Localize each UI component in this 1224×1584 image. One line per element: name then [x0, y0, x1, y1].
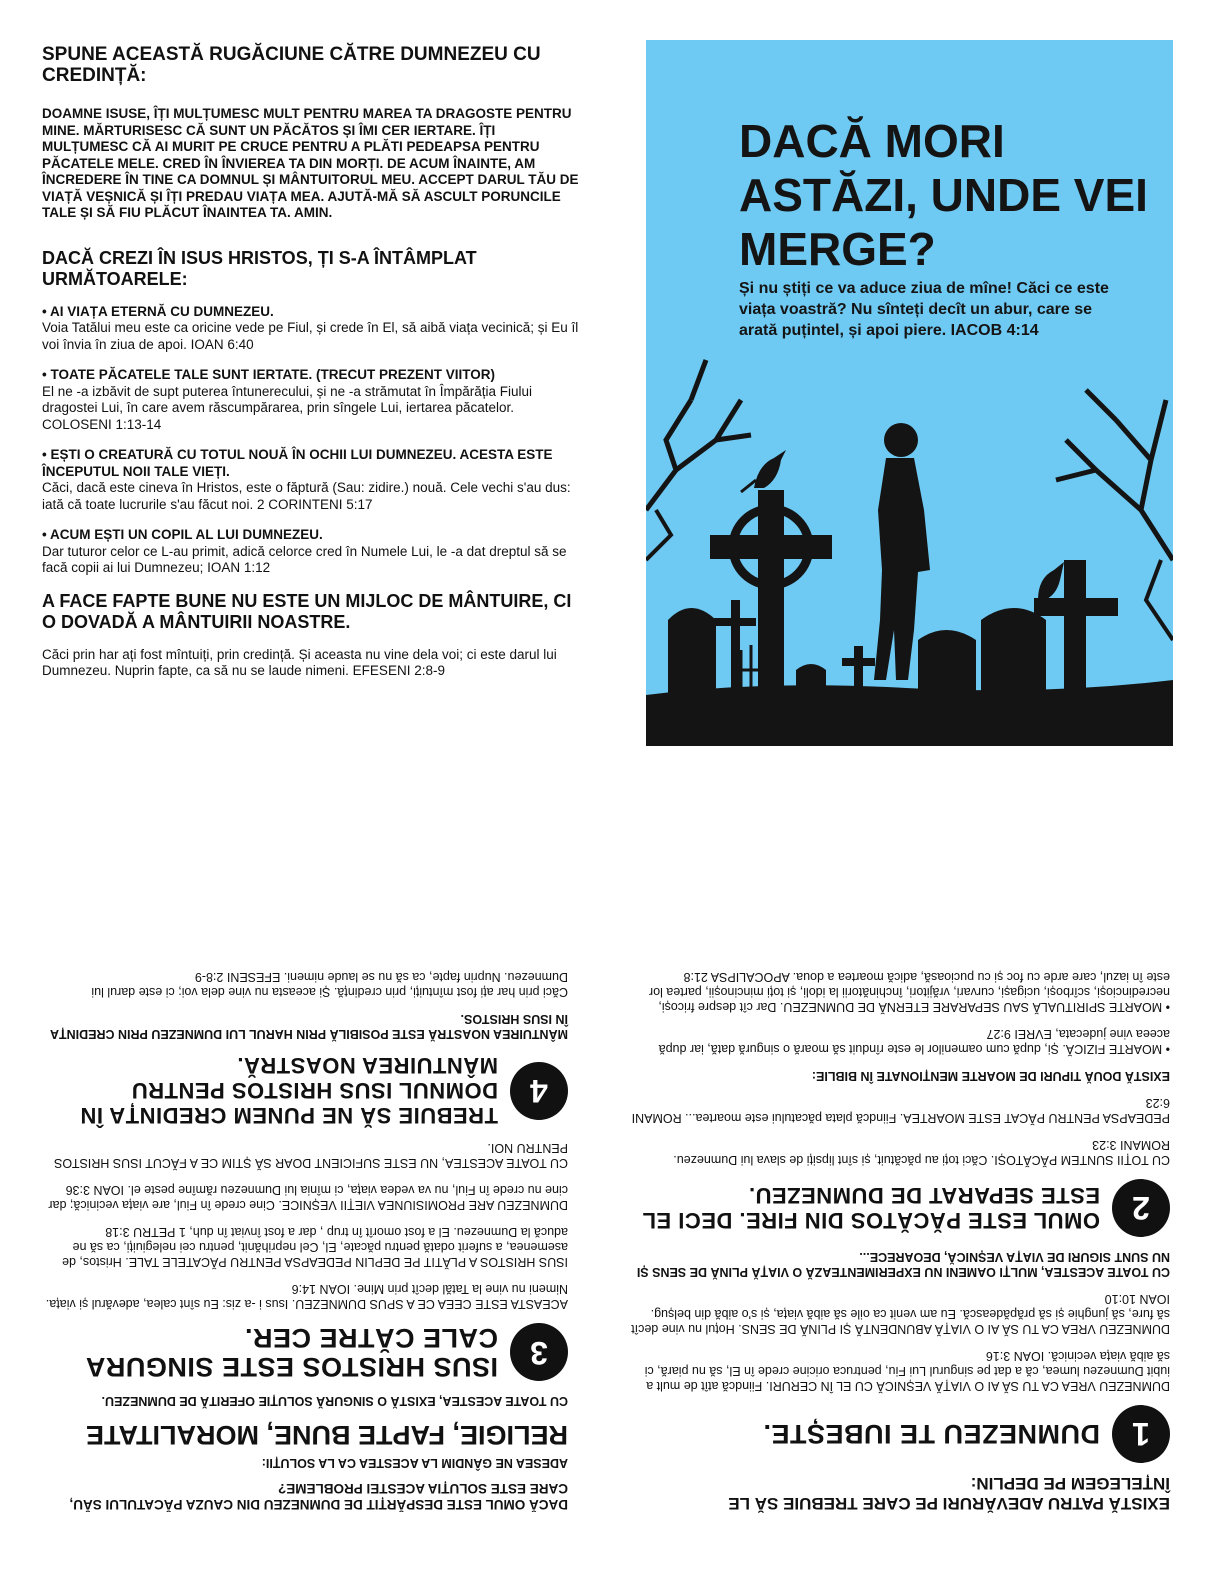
- step-2-text: CU TOȚII SUNTEM PĂCĂTOȘI. Căci toți au păcătuit, și sînt lipsiți de slava lui Dumnezeu. ROMANI 3:23: [673, 1138, 1170, 1167]
- step-number-badge: 4: [510, 1062, 568, 1120]
- step-4-verse: Căci prin har ați fost mîntuiți, prin credință. Și aceasta nu vine dela voi; ci este darul lui Dumnezeu. Nuprin fapte, ca să nu se laude nimeni. EFESENI 2:8-9: [91, 970, 568, 1000]
- step-number-badge: 2: [1112, 1179, 1170, 1237]
- step-2-text: • MOARTE SPIRITUALĂ SAU SEPARARE ETERNĂ DE DUMNEZEU. Dar cît despre fricoși, necredincioși, scîrboși, ucigași, curvari, vrăjitori, închinătorii la idoli, și toți mincinoșii, partea lor este în iazul, care arde cu foc și cu pucioasă, adică moartea a doua. APOCALIPSA 21:8: [648, 970, 1170, 1014]
- step-3-heading: [40, 1324, 568, 1382]
- step-number-badge: 3: [510, 1324, 568, 1382]
- step-number-badge: 1: [1112, 1405, 1170, 1463]
- benefit-item: [42, 447, 582, 513]
- step-2-text: • MOARTE FIZICĂ. Și, după cum oamenilor le este rînduit să moară o singură dată, iar după aceea vine judecata, EVREI 9:27: [658, 1027, 1170, 1056]
- good-works-heading: A FACE FAPTE BUNE NU ESTE UN MIJLOC DE MÂNTUIRE, CI O DOVADĂ A MÂNTUIRII NOASTRE.: [42, 590, 572, 632]
- step-1-text: DUMNEZEU VREA CA TU SĂ AI O VIAȚĂ VEȘNICĂ CU EL ÎN CERURI. Fiindcă atît de mult a iubit Dumnezeu lumea, că a dat pe singurul Lui Fiu, pentruca oricine crede în El, să nu piară, ci să aibă viața vecinică. IOAN 3:16: [644, 1349, 1170, 1393]
- step-1-text: CU TOATE ACESTEA, MULȚI OAMENI NU EXPERIMENTEAZĂ O VIAȚĂ PLINĂ DE SENS ȘI NU SUNT SIGURI DE VIAȚA VEȘNICĂ, DEOARECE...: [636, 1250, 1170, 1279]
- benefit-title: • TOATE PĂCATELE TALE SUNT IERTATE. (TRECUT PREZENT VIITOR): [42, 367, 495, 382]
- cover-panel: [646, 40, 1173, 746]
- solution-question: DACĂ OMUL ESTE DESPĂRȚIT DE DUMNEZEU DIN CAUZA PĂCATULUI SĂU, CARE ESTE SOLUȚIA ACESTEI PROBLEME?: [69, 1481, 568, 1513]
- step-2-heading: [630, 1179, 1170, 1237]
- four-truths-intro: EXISTĂ PATRU ADEVĂRURI PE CARE TREBUIE SĂ LE ÎNȚELEGEM PE DEPLIN:: [728, 1474, 1170, 1513]
- step-1-heading: [630, 1405, 1170, 1463]
- step-1-title: DUMNEZEU TE IUBEȘTE.: [762, 1419, 1100, 1450]
- benefit-title: • ACUM EȘTI UN COPIL AL LUI DUMNEZEU.: [42, 527, 323, 542]
- only-solution: CU TOATE ACESTEA, EXISTĂ O SINGURĂ SOLUȚIE OFERITĂ DE DUMNEZEU.: [101, 1394, 568, 1409]
- steps-1-2-panel: [630, 858, 1170, 1530]
- benefit-item: [42, 527, 582, 577]
- happened-heading: DACĂ CREZI ÎN ISUS HRISTOS, ȚI S-A ÎNTÂMPLAT URMĂTOARELE:: [42, 247, 477, 289]
- benefit-text: El ne -a izbăvit de supt puterea întunerecului, și ne -a strămutat în Împărăția Fiului dragostei Lui, în care avem răscumpărarea, prin sîngele Lui, iertarea păcatelor. COLOSENI 1:13-14: [42, 383, 533, 432]
- benefit-item: [42, 304, 582, 354]
- false-solutions: RELIGIE, FAPTE BUNE, MORALITATE: [85, 1420, 568, 1451]
- step-3-title: ISUS HRISTOS ESTE SINGURA CALE CĂTRE CER.: [86, 1323, 498, 1383]
- steps-3-4-panel: [40, 836, 568, 1526]
- step-4-title: TREBUIE SĂ NE PUNEM CREDINȚA ÎN DOMNUL ISUS HRISTOS PENTRU MÂNTUIREA NOASTRĂ.: [79, 1053, 498, 1129]
- prayer-heading: SPUNE ACEASTĂ RUGĂCIUNE CĂTRE DUMNEZEU CU CREDINȚĂ:: [42, 44, 541, 86]
- step-2-text: EXISTĂ DOUĂ TIPURI DE MOARTE MENȚIONATE ÎN BIBLIE:: [811, 1069, 1170, 1083]
- cover-title: DACĂ MORI ASTĂZI, UNDE VEI MERGE?: [739, 115, 1148, 275]
- step-3-text: DUMNEZEU ARE PROMISIUNEA VIEȚII VEȘNICE. Cine crede în Fiul, are viața vecinică; dar cine nu crede în Fiul, nu va vedea viața, ci mînia lui Dumnezeu rămîne peste el. IOAN 3:36: [48, 1183, 568, 1213]
- step-4-heading: [40, 1054, 568, 1129]
- step-3-text: CU TOATE ACESTEA, NU ESTE SUFICIENT DOAR SĂ ȘTIM CE A FĂCUT ISUS HRISTOS PENTRU NOI.: [54, 1141, 568, 1171]
- benefit-title: • AI VIAȚA ETERNĂ CU DUMNEZEU.: [42, 303, 274, 319]
- benefit-text: Căci, dacă este cineva în Hristos, este o făptură (Sau: zidire.) nouă. Cele vechi s'au dus: iată că toate lucrurile s'au făcut noi. 2 CORINTENI 5:17: [42, 480, 571, 512]
- step-3-text: ACEASTA ESTE CEEA CE A SPUS DUMNEZEU. Isus i -a zis: Eu sînt calea, adevărul și viața. Nimeni nu vine la Tatăl decît prin Mine. IOAN 14:6: [45, 1282, 568, 1312]
- step-4-text: MÂNTUIREA NOASTRĂ ESTE POSIBILĂ PRIN HARUL LUI DUMNEZEU PRIN CREDINȚA ÎN ISUS HRISTOS.: [50, 1012, 568, 1042]
- cover-verse: Și nu știți ce va aduce ziua de mîne! Căci ce este viața voastră? Nu sînteți decît un abur, care se arată puțintel, și apoi piere. IACOB 4:14: [739, 280, 1109, 339]
- false-solutions-intro: ADESEA NE GÂNDIM LA ACESTEA CA LA SOLUȚII:: [261, 1456, 568, 1471]
- benefit-title: • EȘTI O CREATURĂ CU TOTUL NOUĂ ÎN OCHII LUI DUMNEZEU. ACESTA ESTE ÎNCEPUTUL NOII TALE VIEȚI.: [42, 447, 553, 479]
- step-2-title: OMUL ESTE PĂCĂTOS DIN FIRE. DECI EL ESTE SEPARAT DE DUMNEZEU.: [642, 1183, 1100, 1233]
- benefit-text: Dar tuturor celor ce L-au primit, adică celorce cred în Numele Lui, le -a dat dreptul să se facă copii ai lui Dumnezeu; IOAN 1:12: [42, 543, 567, 575]
- benefit-item: [42, 367, 582, 433]
- step-2-text: PEDEAPSA PENTRU PĂCAT ESTE MOARTEA. Fiindcă plata păcatului este moartea... ROMANI 6:23: [631, 1096, 1170, 1125]
- step-3-text: ISUS HRISTOS A PLĂTIT PE DEPLIN PEDEAPSA PENTRU PĂCATELE TALE. Hristos, de asemenea, a suferit odată pentru păcate, El, Cel neprihănit, pentru cei nelegiuiți, ca să ne aducă la Dumnezeu. El a fost omorît în trup , dar a fost înviat în duh, 1 PETRU 3:18: [62, 1225, 568, 1270]
- prayer-panel: [42, 44, 582, 680]
- benefit-text: Voia Tatălui meu este ca oricine vede pe Fiul, și crede în El, să aibă viața vecinică; și Eu îl voi învia în ziua de apoi. IOAN 6:40: [42, 320, 579, 352]
- step-1-text: DUMNEZEU VREA CA TU SĂ AI O VIAȚĂ ABUNDENTĂ ȘI PLINĂ DE SENS. Hoțul nu vine decît să fure, să junghie și să prăpădească. Eu am venit ca oile să aibă viața, și s'o aibă din belșug. IOAN 10:10: [631, 1292, 1170, 1336]
- good-works-text: Căci prin har ați fost mîntuiți, prin credință. Și aceasta nu vine dela voi; ci este darul lui Dumnezeu. Nuprin fapte, ca să nu se laude nimeni. EFESENI 2:8-9: [42, 646, 557, 678]
- prayer-text: DOAMNE ISUSE, ÎȚI MULȚUMESC MULT PENTRU MAREA TA DRAGOSTE PENTRU MINE. MĂRTURISESC CĂ SUNT UN PĂCĂTOS ȘI ÎMI CER IERTARE. ÎȚI MULȚUMESC CĂ AI MURIT PE CRUCE PENTRU A PLĂTI PEDEAPSA PENTRU PĂCATELE MELE. CRED ÎN ÎNVIEREA TA DIN MORȚI. DE ACUM ÎNAINTE, AM ÎNCREDERE ÎN TINE CA DOMNUL ȘI MÂNTUITORUL MEU. ACCEPT DARUL TĂU DE VIAȚĂ VEȘNICĂ ȘI ÎȚI PREDAU VIAȚA MEA. AJUTĂ-MĂ SĂ ASCULT PORUNCILE TALE ȘI SĂ FIU PLĂCUT ÎNAINTEA TA. AMIN.: [42, 106, 579, 220]
